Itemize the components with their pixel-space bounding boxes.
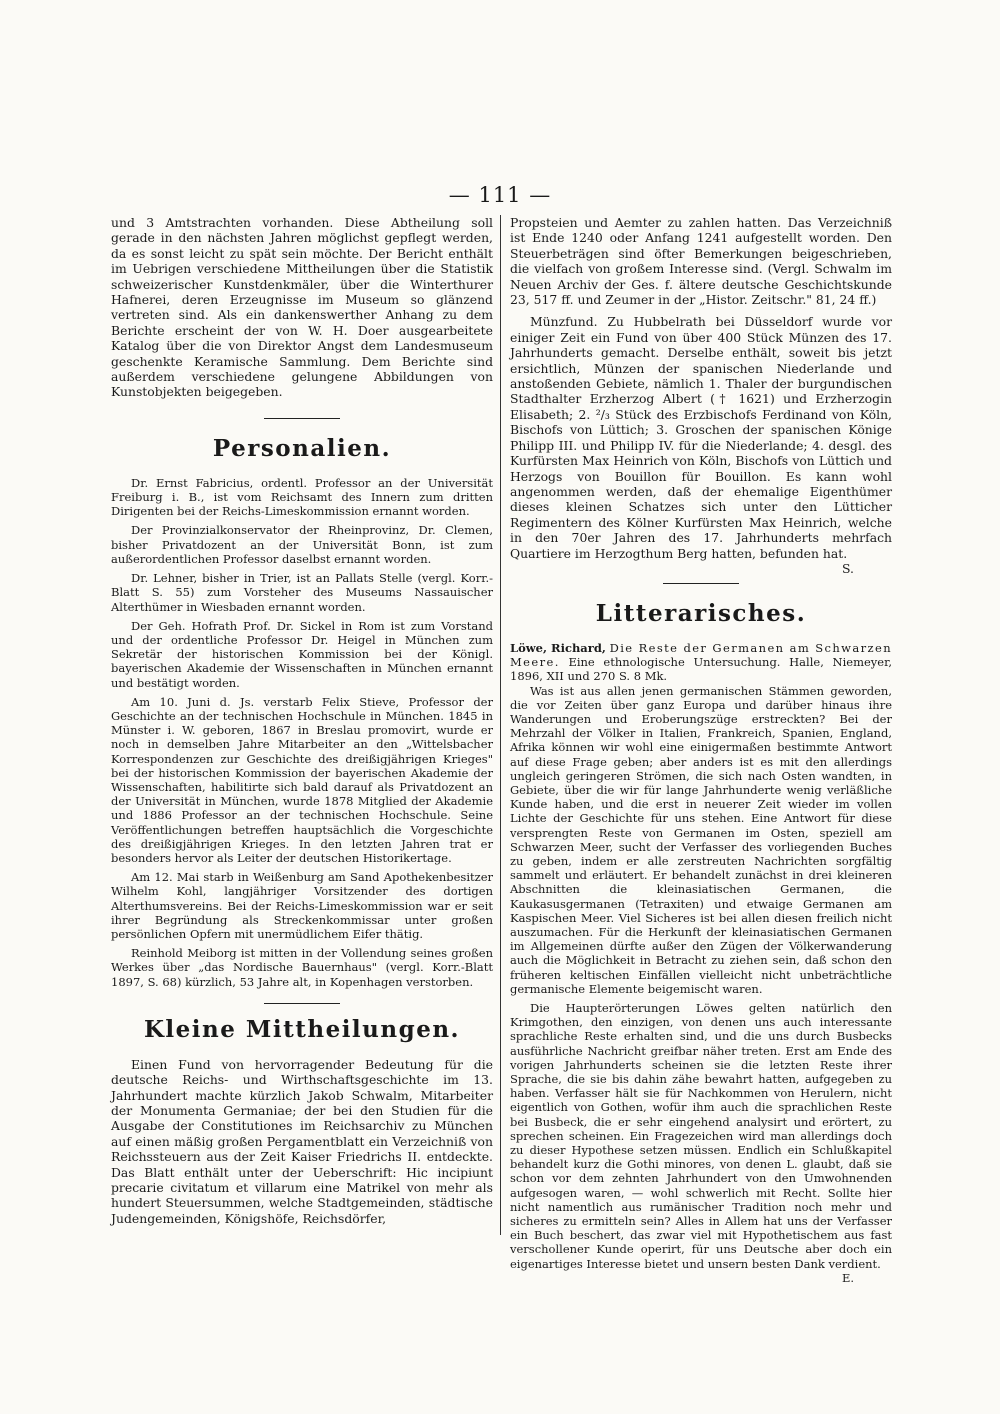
section-rule bbox=[663, 583, 739, 584]
review-paragraph: Was ist aus allen jenen germanischen Stämmen geworden, die vor Zeiten über ganz Europa und darüber hinaus ihre Wanderungen und Eroberungszüge erstreckten? Bei der Mehrzahl der Völker in Italien, Frankreich, Spanien, England, Afrika können wir wohl eine einigermaßen bestimmte Antwort auf diese Frage geben; aber anders ist es mit den allerdings ungleich geringeren Strömen, die sich nach Osten wandten, in Gebiete, über die wir für lange Jahrhunderte wenig verläßliche Kunde haben, und die erst in neuerer Zeit wieder im vollen Lichte der Geschichte für uns stehen. Eine Antwort für diese versprengten Reste von Germanen im Osten, speziell am Schwarzen Meer, sucht der Verfasser des vorliegenden Buches zu geben, indem er alle zerstreuten Nachrichten sorgfältig sammelt und erläutert. Er behandelt zunächst in drei kleineren Abschnitten die kleinasiatischen Germanen, die Kaukasusgermanen (Tetraxiten) und etwaige Germanen am Kaspischen Meer. Viel Sicheres ist bei allen diesen freilich nicht auszumachen. Für die Herkunft der kleinasiatischen Germanen im Allgemeinen dürfte außer den Zügen der Völkerwanderung auch die Möglichkeit in Betracht zu ziehen sein, daß schon den früheren keltischen Einfällen vielleicht nicht unbeträchtliche germanische Elemente beigemischt waren. bbox=[510, 683, 892, 996]
intro-paragraph: und 3 Amtstrachten vorhanden. Diese Abtheilung soll gerade in den nächsten Jahren möglichst gepflegt werden, da es sonst leicht zu spät sein möchte. Der Bericht enthält im Uebrigen verschiedene Mittheilungen über die Statistik schweizerischer Kunstdenkmäler, über die Winterthurer Hafnerei, deren Erzeugnisse im Museum so glänzend vertreten sind. Als ein dankenswerther Anhang zu dem Berichte erscheint der von W. H. Doer ausgearbeitete Katalog über die von Direktor Angst dem Landesmuseum geschenkte Keramische Sammlung. Dem Berichte sind außerdem verschiedene gelungene Abbildungen von Kunstobjekten beigegeben. bbox=[111, 215, 493, 400]
book-title: Die Reste der Germanen am Schwarzen Meere. bbox=[510, 640, 893, 670]
personalien-paragraph: Dr. Ernst Fabricius, ordentl. Professor an der Universität Freiburg i. B., ist vom Reichsamt des Innern zum dritten Dirigenten bei der Reichs-Limeskommission ernannt worden. bbox=[111, 475, 493, 519]
personalien-paragraph: Der Geh. Hofrath Prof. Dr. Sickel in Rom ist zum Vorstand und der ordentliche Professor Dr. Heigel in München zum Sekretär der historischen Kommission bei der Königl. bayerischen Akademie der Wissenschaften in München ernannt und bestätigt worden. bbox=[111, 618, 493, 690]
personalien-paragraph: Der Provinzialkonservator der Rheinprovinz, Dr. Clemen, bisher Privatdozent an der Universität Bonn, ist zum außerordentlichen Professor daselbst ernannt worden. bbox=[111, 523, 493, 566]
personalien-section bbox=[111, 476, 493, 989]
page-number: — 111 — bbox=[448, 183, 552, 207]
book-details: Eine ethnologische Untersuchung. Halle, Niemeyer, 1896, XII und 270 S. 8 Mk. bbox=[510, 655, 892, 684]
litterarisches-section bbox=[510, 640, 893, 1285]
personalien-paragraph: Dr. Lehner, bisher in Trier, ist an Pallats Stelle (vergl. Korr.-Blatt S. 55) zum Vorsteher des Museums Nassauischer Alterthümer in Wiesbaden ernannt worden. bbox=[111, 571, 493, 614]
left-column bbox=[111, 215, 493, 1226]
column-divider bbox=[500, 215, 501, 1235]
review-paragraph bbox=[510, 1001, 892, 1285]
personalien-paragraph: Am 12. Mai starb in Weißenburg am Sand Apothekenbesitzer Wilhelm Kohl, langjähriger Vorsitzender des dortigen Alterthumsvereins. Bei der Reichs-Limeskommission war er seit ihrer Begründung als Streckenkommissar unter großen persönlichen Opfern mit unermüdlichem Eifer thätig. bbox=[111, 870, 493, 941]
heading-kleine-mittheilungen: Kleine Mittheilungen. bbox=[143, 1015, 461, 1043]
personalien-paragraph: Am 10. Juni d. Js. verstarb Felix Stieve, Professor der Geschichte an der technischen Hochschule in München. 1845 in Münster i. W. geboren, 1867 in Breslau promovirt, wurde er noch in demselben Jahre Mitarbeiter an den „Wittelsbacher Korrespondenzen zur Geschichte des dreißigjährigen Krieges" bei der historischen Kommission der bayerischen Akademie der Wissenschaften, habilitirte sich bald darauf als Privatdozent an der Universität in München, wurde 1878 Mitglied der Akademie und 1886 Professor an der technischen Hochschule. Seine Veröffentlichungen betreffen hauptsächlich die Vorgeschichte des dreißigjährigen Krieges. In den letzten Jahren trat er besonders hervor als Leiter der deutschen Historikertage. bbox=[111, 694, 493, 865]
review-text: Die Haupterörterungen Löwes gelten natürlich den Krimgothen, den einzigen, von denen uns auch interessante sprachliche Reste erhalten sind, und die uns durch Busbecks ausführliche Nachricht greifbar näher treten. Erst am Ende des vorigen Jahrhunderts scheinen sie die letzten Reste ihrer Sprache, die sie bis dahin zähe bewahrt hatten, aufgegeben zu haben. Verfasser hält sie für Nachkommen von Herulern, nicht eigentlich von Gothen, wofür ihm auch die sprachlichen Reste bei Busbeck, die er sehr eingehend analysirt und erörtert, zu sprechen scheinen. Ein Fragezeichen wird man allerdings doch zu dieser Hypothese setzen müssen. Endlich ein Schlußkapitel behandelt kurz die Gothi minores, von denen L. glaubt, daß sie schon vor dem zehnten Jahrhundert von den Umwohnenden aufgesogen waren, — wohl schwerlich mit Recht. Sollte hier nicht namentlich aus rumänischer Tradition noch mehr und sicheres zu ermitteln sein? Alles in Allem hat uns der Verfasser ein Buch beschert, das zwar viel mit Hypothetischem aus fast verschollener Kunde operirt, für uns Deutsche aber doch ein eigenartiges Interesse bietet und unsern besten Dank verdient. bbox=[510, 1001, 892, 1271]
muenzfund-paragraph bbox=[510, 314, 892, 576]
mittheilungen-paragraph: Einen Fund von hervorragender Bedeutung für die deutsche Reichs- und Wirthschaftsgeschichte im 13. Jahrhundert machte kürzlich Jakob Schwalm, Mitarbeiter der Monumenta Germaniae; der bei den Studien für die Ausgabe der Constitutiones im Reichsarchiv zu München auf einen mäßig großen Pergamentblatt ein Verzeichniß von Reichssteuern aus der Zeit Kaiser Friedrichs II. entdeckte. Das Blatt enthält unter der Ueberschrift: Hic incipiunt precarie civitatum et villarum eine Matrikel von mehr als hundert Steuersummen, welche Stadtgemeinden, städtische Judengemeinden, Königshöfe, Reichsdörfer, bbox=[111, 1056, 493, 1226]
heading-personalien: Personalien. bbox=[212, 434, 392, 462]
personalien-paragraph: Reinhold Meiborg ist mitten in der Vollendung seines großen Werkes über „das Nordische Bauernhaus" (vergl. Korr.-Blatt 1897, S. 68) kürzlich, 53 Jahre alt, in Kopenhagen verstorben. bbox=[111, 946, 493, 989]
heading-litterarisches: Litterarisches. bbox=[595, 599, 807, 627]
muenzfund-text: Münzfund. Zu Hubbelrath bei Düsseldorf wurde vor einiger Zeit ein Fund von über 400 Stück Münzen des 17. Jahrhunderts gemacht. Derselbe enthält, soweit bis jetzt ersichtlich, Münzen der spanischen Niederlande und anstoßenden Gebiete, nämlich 1. Thaler der burgundischen Stadthalter Erzherzog Albert († 1621) und Erzherzogin Elisabeth; 2. ²/₃ Stück des Erzbischofs Ferdinand von Köln, Bischofs von Lüttich; 3. Groschen der spanischen Könige Philipp III. und Philipp IV. für die Niederlande; 4. desgl. des Kurfürsten Max Heinrich von Köln, Bischofs von Lüttich und Herzogs von Bouillon für Bouillon. Es kann wohl angenommen werden, daß der ehemalige Eigenthümer dieses kleinen Schatzes sich unter den Lütticher Regimentern des Kölner Kurfürsten Max Heinrich, welche in den 70er Jahren des 17. Jahrhunderts mehrfach Quartiere im Herzogthum Berg hatten, befunden hat. bbox=[510, 314, 892, 561]
right-column bbox=[510, 215, 892, 1285]
muenzfund-signature: S. bbox=[842, 560, 854, 576]
section-rule bbox=[264, 1003, 340, 1004]
section-rule bbox=[264, 418, 340, 419]
review-signature: E. bbox=[841, 1270, 854, 1285]
book-author: Löwe, Richard, bbox=[510, 640, 606, 655]
continuation-paragraph: Propsteien und Aemter zu zahlen hatten. Das Verzeichniß ist Ende 1240 oder Anfang 1241 aufgestellt worden. Den Steuerbeträgen sind öfter Bemerkungen beigeschrieben, die vielfach von großem Interesse sind. (Vergl. Schwalm im Neuen Archiv der Ges. f. ältere deutsche Geschichtskunde 23, 517 ff. und Zeumer in der „Histor. Zeitschr." 81, 24 ff.) bbox=[510, 215, 892, 308]
book-entry bbox=[510, 641, 892, 684]
